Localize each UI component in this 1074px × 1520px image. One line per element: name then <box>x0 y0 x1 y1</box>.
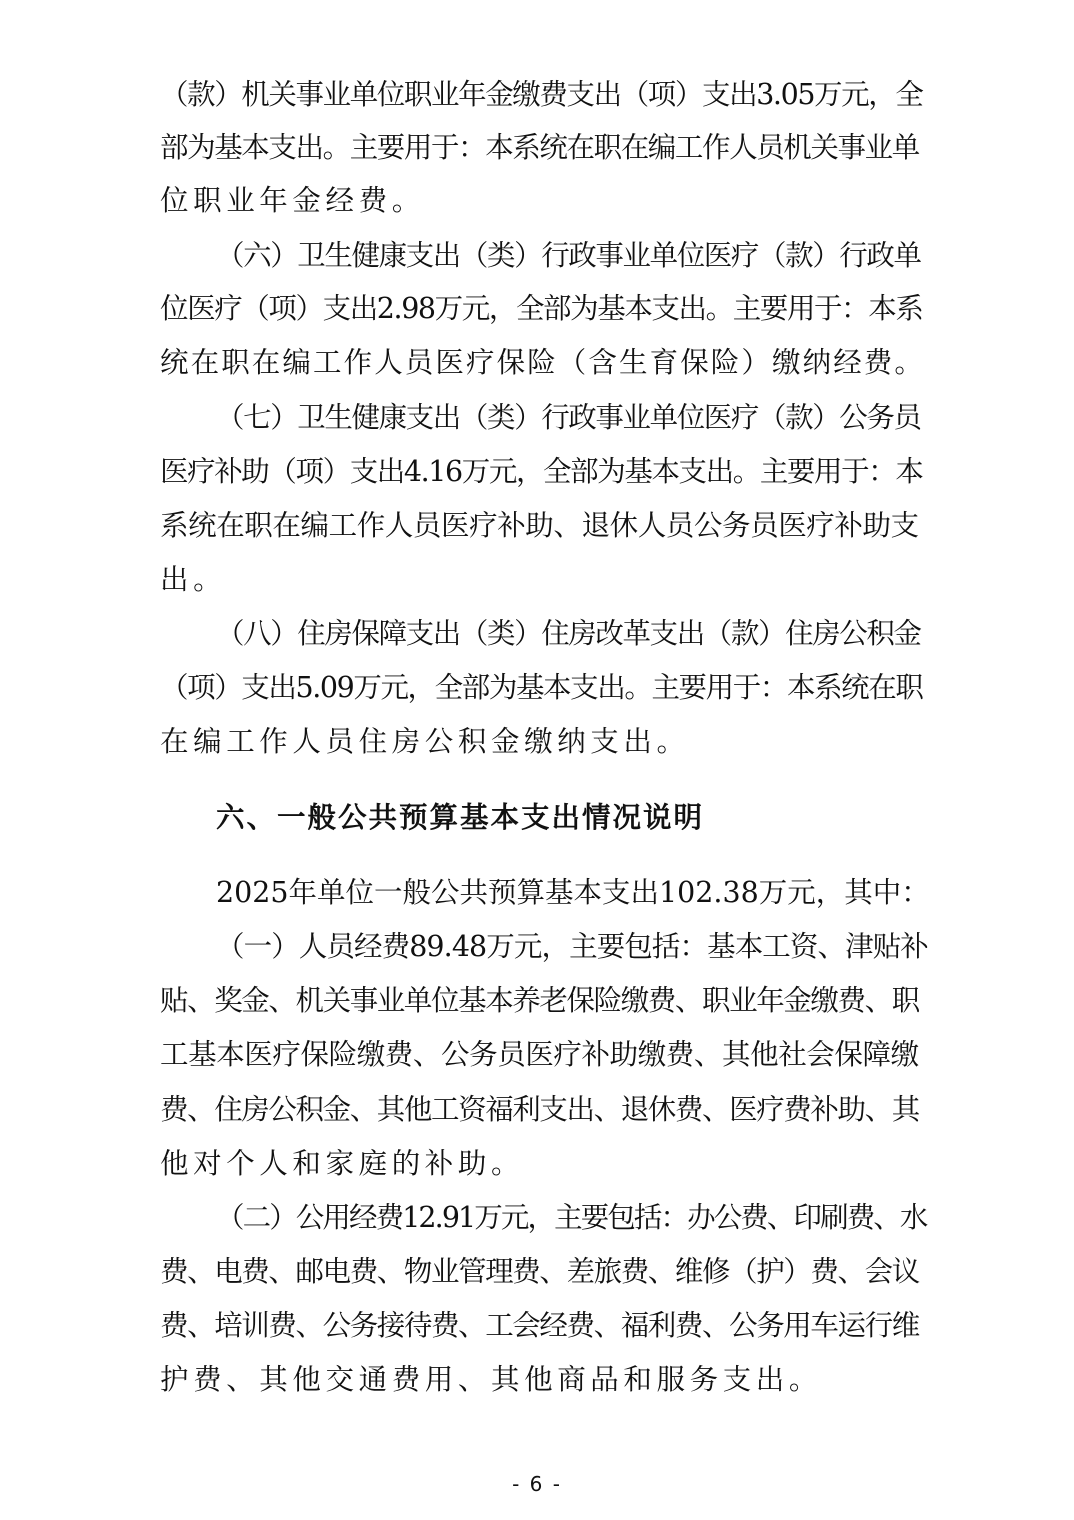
paragraph-line: （二）公用经费12.91万元，主要包括：办公费、印刷费、水 <box>216 1201 927 1234</box>
paragraph-line: （八）住房保障支出（类）住房改革支出（款）住房公积金 <box>216 617 921 650</box>
paragraph-line: 费、住房公积金、其他工资福利支出、退休费、医疗费补助、其 <box>160 1093 919 1126</box>
paragraph-line: （一）人员经费89.48万元，主要包括：基本工资、津贴补 <box>216 930 928 963</box>
paragraph-line: 护费、其他交通费用、其他商品和服务支出。 <box>160 1363 823 1396</box>
paragraph-line: 位医疗（项）支出2.98万元，全部为基本支出。主要用于：本系 <box>160 292 923 325</box>
paragraph-line: 系统在职在编工作人员医疗补助、退休人员公务员医疗补助支 <box>160 509 919 542</box>
paragraph-line: 出。 <box>160 563 227 596</box>
paragraph-line: 工基本医疗保险缴费、公务员医疗补助缴费、其他社会保障缴 <box>160 1038 919 1071</box>
page-number: - 6 - <box>512 1472 562 1496</box>
paragraph-line: 2025年单位一般公共预算基本支出102.38万元，其中： <box>216 876 930 909</box>
paragraph-line: 费、培训费、公务接待费、工会经费、福利费、公务用车运行维 <box>160 1309 919 1342</box>
paragraph-line: 统在职在编工作人员医疗保险（含生育保险）缴纳经费。 <box>160 346 926 379</box>
paragraph-line: （六）卫生健康支出（类）行政事业单位医疗（款）行政单 <box>216 239 921 272</box>
paragraph-line: 部为基本支出。主要用于：本系统在职在编工作人员机关事业单 <box>160 131 919 164</box>
paragraph-line: 他对个人和家庭的补助。 <box>160 1147 525 1180</box>
paragraph-line: （款）机关事业单位职业年金缴费支出（项）支出3.05万元，全 <box>160 78 923 111</box>
paragraph-line: 位职业年金经费。 <box>160 184 425 217</box>
paragraph-line: 医疗补助（项）支出4.16万元，全部为基本支出。主要用于：本 <box>160 455 923 488</box>
paragraph-line: （七）卫生健康支出（类）行政事业单位医疗（款）公务员 <box>216 401 921 434</box>
paragraph-line: 贴、奖金、机关事业单位基本养老保险缴费、职业年金缴费、职 <box>160 984 919 1017</box>
section-heading: 六、一般公共预算基本支出情况说明 <box>216 801 705 834</box>
paragraph-line: 在编工作人员住房公积金缴纳支出。 <box>160 725 690 758</box>
paragraph-line: （项）支出5.09万元，全部为基本支出。主要用于：本系统在职 <box>160 671 923 704</box>
paragraph-line: 费、电费、邮电费、物业管理费、差旅费、维修（护）费、会议 <box>160 1255 919 1288</box>
